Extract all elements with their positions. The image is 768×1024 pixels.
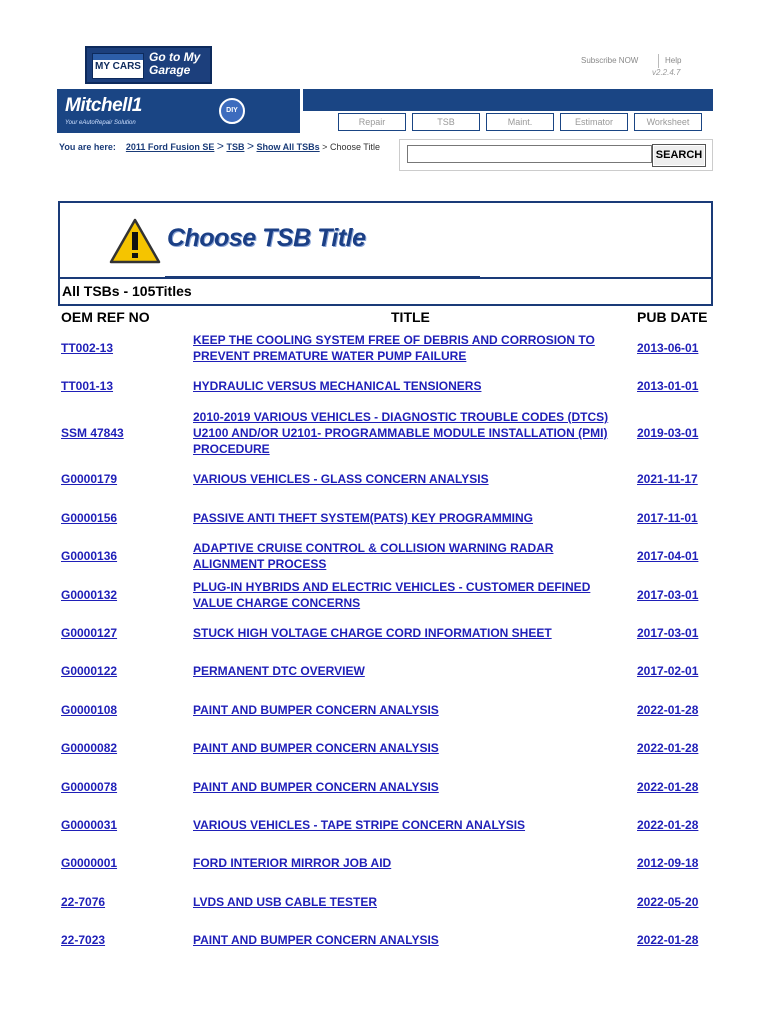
table-row [0, 883, 768, 921]
ref-link[interactable]: G0000136 [61, 549, 118, 563]
table-row [0, 768, 768, 806]
date-link[interactable]: 2022-05-20 [637, 895, 699, 909]
title-underline [165, 276, 480, 279]
title-link[interactable]: PLUG-IN HYBRIDS AND ELECTRIC VEHICLES - CUSTOMER DEFINED VALUE CHARGE CONCERNS [193, 580, 591, 610]
date-link[interactable]: 2019-03-01 [637, 426, 699, 440]
date-link[interactable]: 2022-01-28 [637, 818, 699, 832]
date-link[interactable]: 2022-01-28 [637, 933, 699, 947]
chevron-right-icon: > [216, 139, 224, 153]
date-link[interactable]: 2013-06-01 [637, 341, 699, 355]
date-link[interactable]: 2022-01-28 [637, 703, 699, 717]
table-row [0, 460, 768, 498]
choose-tsb-panel [58, 201, 713, 306]
search-input[interactable] [407, 145, 652, 163]
tsb-count: All TSBs - 105Titles [62, 283, 192, 299]
date-link[interactable]: 2017-04-01 [637, 549, 699, 563]
ref-link[interactable]: G0000031 [61, 818, 118, 832]
date-link[interactable]: 2017-02-01 [637, 664, 699, 678]
version-label: v2.2.4.7 [652, 68, 681, 77]
go-to-my-garage-label: Go to My Garage [149, 50, 201, 77]
tab-maint[interactable]: Maint. [486, 113, 554, 131]
table-row [0, 499, 768, 537]
breadcrumb-tsb-link[interactable]: TSB [226, 142, 245, 152]
title-link[interactable]: ADAPTIVE CRUISE CONTROL & COLLISION WARNING RADAR ALIGNMENT PROCESS [193, 541, 554, 571]
my-cars-badge: MY CARS [95, 61, 141, 72]
ref-link[interactable]: G0000122 [61, 664, 118, 678]
logo-tagline: Your eAutoRepair Solution [65, 120, 136, 126]
title-link[interactable]: 2010-2019 VARIOUS VEHICLES - DIAGNOSTIC TROUBLE CODES (DTCS) U2100 AND/OR U2101- PROGRAMMABLE MODULE INSTALLATION (PMI) PROCEDURE [193, 410, 609, 456]
mitchell1-logo[interactable] [57, 89, 300, 133]
date-link[interactable]: 2013-01-01 [637, 379, 699, 393]
table-row [0, 329, 768, 367]
page-title: Choose TSB Title [167, 224, 366, 252]
ref-link[interactable]: G0000127 [61, 626, 118, 640]
ref-link[interactable]: SSM 47843 [61, 426, 124, 440]
ref-link[interactable]: G0000001 [61, 856, 118, 870]
table-row [0, 614, 768, 652]
breadcrumb-show-all-link[interactable]: Show All TSBs [256, 142, 320, 152]
ref-link[interactable]: G0000179 [61, 472, 118, 486]
title-link[interactable]: PASSIVE ANTI THEFT SYSTEM(PATS) KEY PROGRAMMING [193, 511, 534, 525]
ref-link[interactable]: G0000108 [61, 703, 118, 717]
search-button[interactable]: SEARCH [652, 144, 706, 167]
ref-link[interactable]: G0000082 [61, 741, 118, 755]
table-row [0, 576, 768, 614]
title-link[interactable]: STUCK HIGH VOLTAGE CHARGE CORD INFORMATION SHEET [193, 626, 552, 640]
ref-link[interactable]: 22-7023 [61, 933, 106, 947]
tab-repair[interactable]: Repair [338, 113, 406, 131]
date-link[interactable]: 2022-01-28 [637, 741, 699, 755]
title-link[interactable]: LVDS AND USB CABLE TESTER [193, 895, 378, 909]
ref-link[interactable]: G0000156 [61, 511, 118, 525]
table-row [0, 406, 768, 460]
table-row [0, 844, 768, 882]
column-header-title: TITLE [391, 309, 430, 325]
title-link[interactable]: PAINT AND BUMPER CONCERN ANALYSIS [193, 933, 439, 947]
date-link[interactable]: 2022-01-28 [637, 780, 699, 794]
title-link[interactable]: FORD INTERIOR MIRROR JOB AID [193, 856, 392, 870]
table-row [0, 652, 768, 690]
ref-link[interactable]: G0000078 [61, 780, 118, 794]
table-row [0, 806, 768, 844]
date-link[interactable]: 2021-11-17 [637, 472, 698, 486]
column-header-date: PUB DATE [637, 309, 708, 325]
title-link[interactable]: VARIOUS VEHICLES - GLASS CONCERN ANALYSIS [193, 472, 489, 486]
title-link[interactable]: HYDRAULIC VERSUS MECHANICAL TENSIONERS [193, 379, 482, 393]
column-header-ref: OEM REF NO [61, 309, 150, 325]
date-link[interactable]: 2017-03-01 [637, 588, 699, 602]
diy-badge-icon: DIY [219, 98, 245, 124]
main-nav [304, 113, 714, 131]
table-row [0, 367, 768, 405]
ref-link[interactable]: TT002-13 [61, 341, 114, 355]
tab-estimator[interactable]: Estimator [560, 113, 628, 131]
table-row [0, 729, 768, 767]
title-link[interactable]: VARIOUS VEHICLES - TAPE STRIPE CONCERN ANALYSIS [193, 818, 526, 832]
subscribe-link[interactable]: Subscribe NOW [581, 56, 639, 65]
logo-name: Mitchell1 [65, 95, 142, 116]
go-to-my-garage-button[interactable] [85, 46, 212, 84]
table-row [0, 537, 768, 575]
breadcrumb: You are here: 2011 Ford Fusion SE > TSB > Show All TSBs > Choose Title [59, 139, 380, 153]
chevron-right-icon: > [246, 139, 254, 153]
date-link[interactable]: 2017-11-01 [637, 511, 698, 525]
my-cars-icon [92, 53, 144, 79]
breadcrumb-label: You are here: [59, 142, 116, 152]
ref-link[interactable]: 22-7076 [61, 895, 106, 909]
date-link[interactable]: 2012-09-18 [637, 856, 699, 870]
nav-band [303, 89, 713, 111]
title-link[interactable]: PAINT AND BUMPER CONCERN ANALYSIS [193, 780, 439, 794]
search-box [399, 139, 713, 171]
title-link[interactable]: KEEP THE COOLING SYSTEM FREE OF DEBRIS AND CORROSION TO PREVENT PREMATURE WATER PUMP FAILURE [193, 333, 595, 363]
divider [658, 54, 659, 68]
warning-icon [109, 218, 161, 264]
date-link[interactable]: 2017-03-01 [637, 626, 699, 640]
ref-link[interactable]: G0000132 [61, 588, 118, 602]
tab-tsb[interactable]: TSB [412, 113, 480, 131]
title-link[interactable]: PAINT AND BUMPER CONCERN ANALYSIS [193, 703, 439, 717]
ref-link[interactable]: TT001-13 [61, 379, 114, 393]
table-row [0, 691, 768, 729]
help-link[interactable]: Help [665, 56, 682, 65]
tab-worksheet[interactable]: Worksheet [634, 113, 702, 131]
table-row [0, 921, 768, 959]
title-link[interactable]: PAINT AND BUMPER CONCERN ANALYSIS [193, 741, 439, 755]
breadcrumb-vehicle-link[interactable]: 2011 Ford Fusion SE [125, 142, 215, 152]
breadcrumb-current: Choose Title [329, 142, 380, 152]
title-link[interactable]: PERMANENT DTC OVERVIEW [193, 664, 365, 678]
